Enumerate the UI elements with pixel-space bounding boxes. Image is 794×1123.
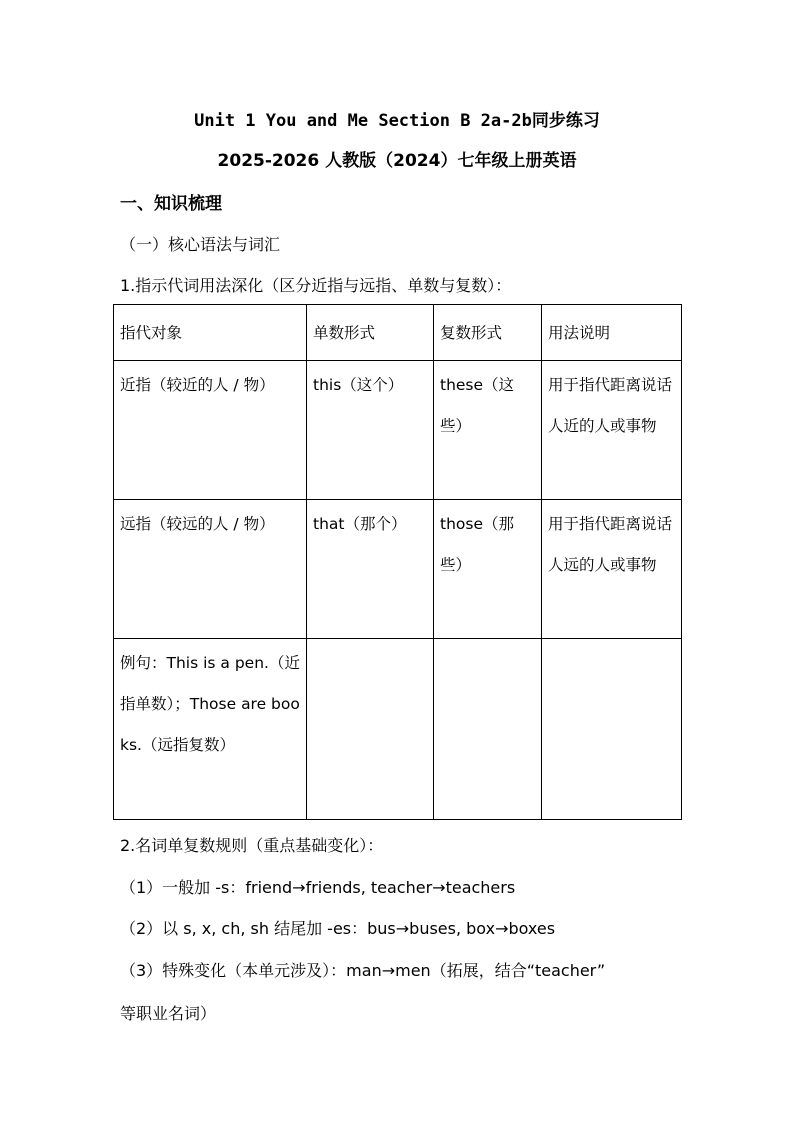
plural-rule-item: （3）特殊变化（本单元涉及）：man→men（拓展，结合“teacher” [120,961,606,980]
table-row [114,639,682,820]
plural-rule-item-continuation: 等职业名词） [120,1004,217,1023]
plural-rule-item: （2）以 s, x, ch, sh 结尾加 -es：bus→buses, box→boxes [120,919,556,938]
table-cell: those（那些） [434,500,542,639]
table-header-cell: 用法说明 [542,305,682,361]
table-cell: that（那个） [307,500,434,639]
table-header-cell: 指代对象 [114,305,307,361]
subtitle-text: 2025-2026 人教版（2024）七年级上册英语 [217,151,577,171]
table-cell [434,639,542,820]
document-title: Unit 1 You and Me Section B 2a-2b同步练习 [194,111,600,131]
table-header-row [114,305,682,361]
subsection-heading: （一）核心语法与词汇 [120,235,281,254]
table-cell: 用于指代距离说话人远的人或事物 [542,500,682,639]
table-cell: 用于指代距离说话人近的人或事物 [542,361,682,500]
table-row [114,500,682,639]
demonstrative-pronoun-table [113,304,682,820]
document-subtitle [0,146,794,171]
table-header-cell: 复数形式 [434,305,542,361]
table-cell [542,639,682,820]
plural-rule-item: （1）一般加 -s：friend→friends, teacher→teachers [120,878,516,897]
table-header-cell: 单数形式 [307,305,434,361]
table-cell: 近指（较近的人 / 物） [114,361,307,500]
point-2-heading: 2.名词单复数规则（重点基础变化）： [120,836,384,855]
table-cell: 远指（较远的人 / 物） [114,500,307,639]
table-cell: 例句：This is a pen.（近指单数）；Those are books.（远指复数） [114,639,307,820]
table-cell [307,639,434,820]
point-1-heading: 1.指示代词用法深化（区分近指与远指、单数与复数）： [120,276,512,295]
table-row [114,361,682,500]
table-cell: these（这些） [434,361,542,500]
section-heading: 一、知识梳理 [120,194,222,214]
table-cell: this（这个） [307,361,434,500]
